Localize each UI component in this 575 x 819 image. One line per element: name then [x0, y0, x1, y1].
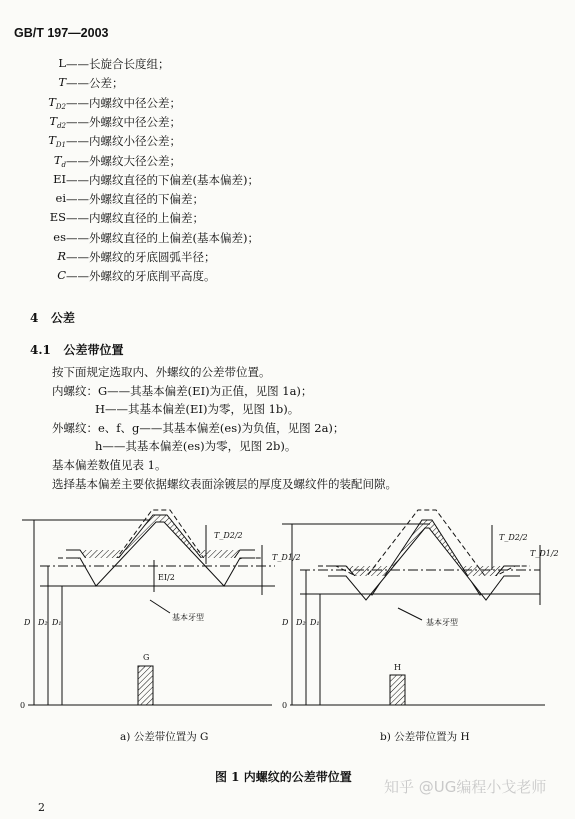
definition-row	[0, 172, 575, 190]
definition-row	[0, 75, 575, 93]
definition-symbol	[57, 268, 66, 282]
symbol-subscript: D2	[55, 102, 66, 111]
definition-symbol	[53, 172, 66, 186]
definition-row	[0, 95, 575, 113]
label-td2: T_D2/2	[214, 531, 243, 540]
label-d: D	[282, 618, 289, 627]
definition-text: ——内螺纹中径公差；	[66, 95, 181, 110]
paragraph: 内螺纹：G——其基本偏差(EI)为正值，见图 1a)；	[52, 384, 313, 398]
figure-caption-a: a) 公差带位置为 G	[120, 731, 209, 743]
definition-symbol	[53, 230, 66, 244]
paragraph: H——其基本偏差(EI)为零，见图 1b)。	[95, 402, 300, 416]
definition-text: ——外螺纹中径公差；	[66, 114, 181, 129]
label-zero: 0	[282, 701, 288, 710]
section-title: 公差	[50, 311, 75, 325]
definition-text: ——外螺纹大径公差；	[66, 153, 181, 168]
definition-text: ——外螺纹直径的上偏差(基本偏差)；	[66, 230, 259, 245]
symbol-base: R	[57, 249, 66, 263]
definition-row	[0, 210, 575, 228]
symbol-base: es	[53, 229, 66, 244]
label-td1: T_D1/2	[272, 553, 301, 562]
paragraph: h——其基本偏差(es)为零，见图 2b)。	[95, 439, 297, 453]
definition-symbol	[57, 249, 66, 263]
document-header: GB/T 197—2003	[14, 26, 109, 40]
label-zero: 0	[20, 701, 26, 710]
symbol-base: T	[58, 75, 66, 90]
symbol-base: T	[53, 152, 62, 167]
definition-text: ——外螺纹的牙底削平高度。	[66, 269, 216, 284]
label-td2: T_D2/2	[499, 533, 528, 542]
definition-row	[0, 114, 575, 132]
label-d: D	[24, 618, 31, 627]
definition-symbol	[56, 191, 66, 205]
definition-symbol	[58, 56, 66, 70]
symbol-subscript: d	[61, 160, 66, 169]
definition-row	[0, 133, 575, 151]
page-number: 2	[38, 801, 45, 814]
label-basic-profile: 基本牙型	[172, 613, 204, 622]
section-number: 4	[30, 311, 39, 325]
watermark: 知乎 @UG编程小戈老师	[384, 778, 547, 796]
definition-text: ——内螺纹直径的上偏差；	[66, 211, 204, 226]
definition-row	[0, 230, 575, 248]
paragraph: 按下面规定选取内、外螺纹的公差带位置。	[52, 365, 271, 379]
symbol-base: L	[58, 56, 66, 70]
figure-title: 图 1 内螺纹的公差带位置	[215, 770, 352, 784]
symbol-base: EI	[53, 171, 66, 186]
section-4-heading	[30, 309, 75, 326]
definition-symbol	[58, 75, 66, 89]
definition-text: ——外螺纹直径的下偏差；	[66, 192, 204, 207]
symbol-base: T	[49, 113, 58, 128]
symbol-base: ES	[49, 210, 66, 225]
label-h: H	[394, 663, 401, 672]
definition-row	[0, 249, 575, 267]
definition-text: ——长旋合长度组；	[66, 57, 170, 71]
symbol-subscript: d2	[57, 121, 66, 130]
symbol-subscript: D1	[55, 141, 66, 150]
paragraph: 基本偏差数值见表 1。	[52, 458, 167, 472]
label-ei2: EI/2	[158, 573, 175, 582]
label-basic-profile: 基本牙型	[426, 618, 458, 627]
definition-text: ——内螺纹小径公差；	[66, 134, 181, 149]
definition-symbol	[48, 133, 66, 149]
definition-symbol	[48, 95, 66, 111]
label-td1: T_D1/2	[530, 549, 559, 558]
paragraph: 选择基本偏差主要依据螺纹表面涂镀层的厚度及螺纹件的装配间隙。	[52, 477, 397, 491]
definition-row	[0, 268, 575, 286]
definition-symbol	[50, 210, 66, 224]
paragraph: 外螺纹：e、f、g——其基本偏差(es)为负值，见图 2a)；	[52, 421, 345, 435]
label-d2: D₂	[38, 618, 48, 627]
figure-caption-b: b) 公差带位置为 H	[380, 731, 470, 743]
symbol-base: C	[57, 268, 66, 283]
definition-symbol	[54, 153, 66, 169]
definition-text: ——外螺纹的牙底圆弧半径；	[66, 250, 216, 264]
definition-row	[0, 56, 575, 74]
definition-symbol	[49, 114, 66, 130]
definition-text: ——公差；	[66, 76, 124, 91]
definition-row	[0, 153, 575, 171]
label-d1: D₁	[310, 618, 320, 627]
definition-text: ——内螺纹直径的下偏差(基本偏差)；	[66, 172, 259, 187]
section-number: 4.1	[30, 343, 51, 357]
label-d2: D₂	[296, 618, 306, 627]
symbol-base: T	[48, 133, 56, 148]
symbol-base: ei	[55, 191, 66, 206]
figure-1-thread-tolerance-diagram	[0, 500, 575, 725]
label-d1: D₁	[52, 618, 62, 627]
definition-row	[0, 191, 575, 209]
section-title: 公差带位置	[63, 343, 124, 357]
section-4-1-heading	[30, 341, 123, 358]
label-g: G	[143, 653, 150, 662]
symbol-base: T	[48, 94, 56, 109]
